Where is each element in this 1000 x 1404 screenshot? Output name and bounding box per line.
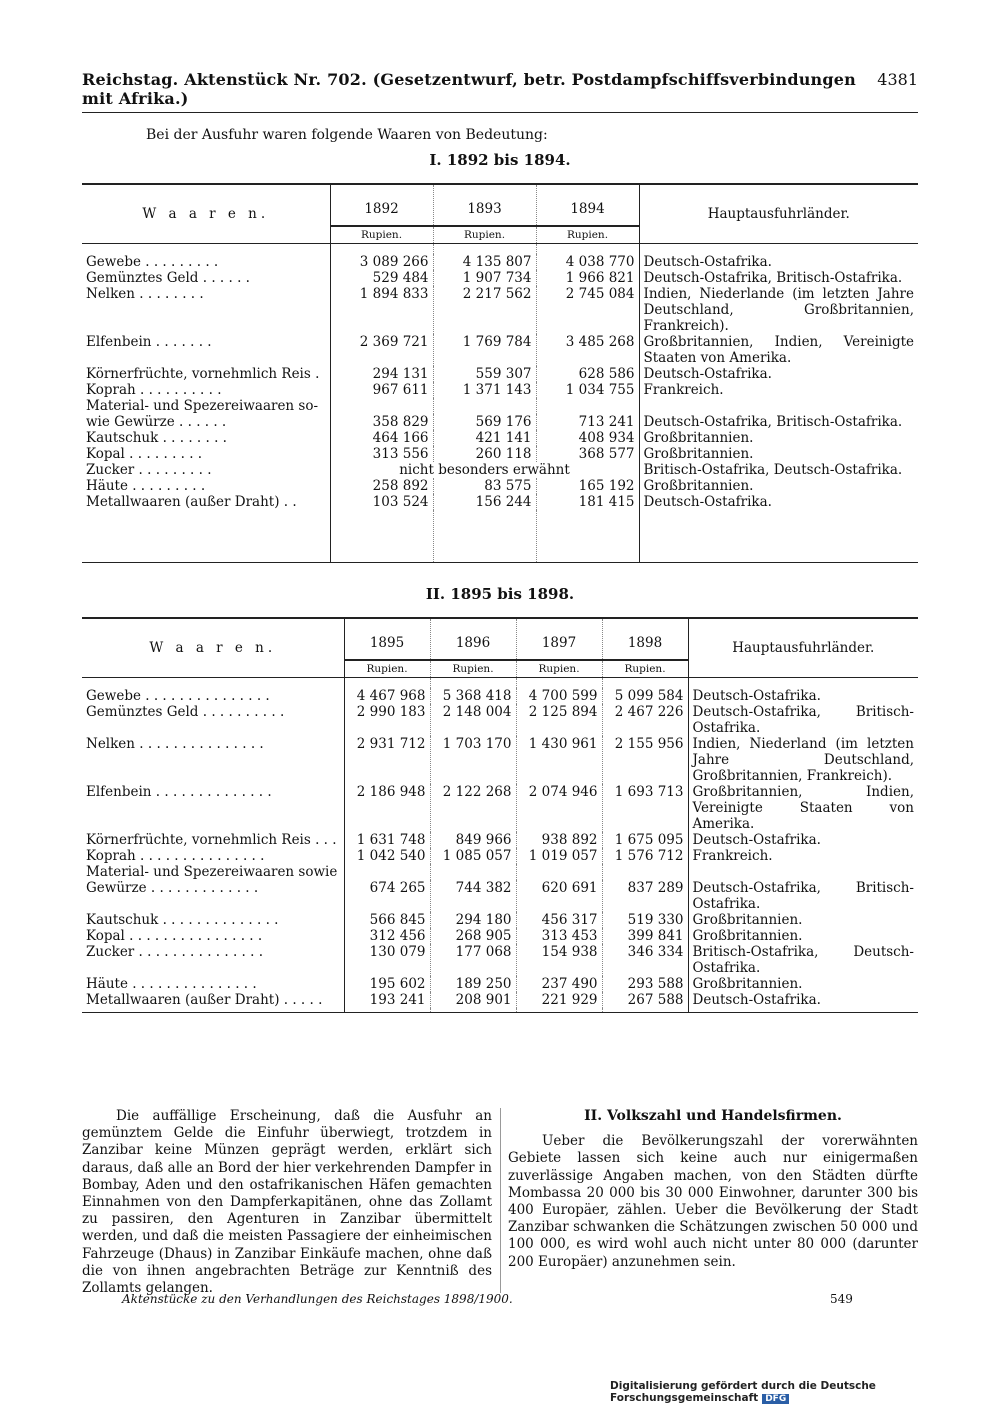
country-cell: Britisch-Ostafrika, Deutsch-Ostafrika.: [688, 944, 918, 976]
value-cell: 1 042 540: [344, 848, 430, 864]
value-cell: 5 099 584: [602, 688, 688, 704]
value-cell: 5 368 418: [430, 688, 516, 704]
table-row: [82, 944, 918, 976]
country-cell: Großbritannien.: [688, 912, 918, 928]
spacer-cell: [602, 678, 688, 689]
table-row: [82, 398, 918, 414]
value-cell: 2 467 226: [602, 704, 688, 736]
value-cell: [602, 864, 688, 880]
table-row: [82, 254, 918, 270]
value-cell: 3 089 266: [330, 254, 433, 270]
export-table-1892-1894: [82, 183, 918, 563]
value-cell: 294 131: [330, 366, 433, 382]
value-cell: 313 453: [516, 928, 602, 944]
value-cell: 1 576 712: [602, 848, 688, 864]
value-cell: 195 602: [344, 976, 430, 992]
spacer-cell: [639, 244, 918, 255]
value-cell: 221 929: [516, 992, 602, 1008]
running-header: [82, 70, 918, 113]
country-cell: Deutsch-Ostafrika, Britisch-Ostafrika.: [688, 880, 918, 912]
value-cell: 967 611: [330, 382, 433, 398]
value-cell: 2 931 712: [344, 736, 430, 784]
table-bottom-rule: [82, 563, 918, 564]
bottom-rule-cell: [82, 1013, 918, 1014]
value-cell: 1 371 143: [433, 382, 536, 398]
value-cell: 4 038 770: [536, 254, 639, 270]
value-cell: 628 586: [536, 366, 639, 382]
value-cell: 1 675 095: [602, 832, 688, 848]
table-row: [82, 736, 918, 784]
value-cell: 2 125 894: [516, 704, 602, 736]
value-cell: 2 369 721: [330, 334, 433, 366]
country-cell: Deutsch-Ostafrika.: [688, 832, 918, 848]
col-year: 1893: [433, 184, 536, 226]
value-cell: 569 176: [433, 414, 536, 430]
country-cell: Großbritannien.: [639, 446, 918, 462]
value-cell: 1 631 748: [344, 832, 430, 848]
country-cell: Deutsch-Ostafrika.: [639, 494, 918, 510]
value-cell: 2 122 268: [430, 784, 516, 832]
right-paragraph: Ueber die Bevölkerungszahl der vorerwähnten Gebiete lassen sich keine auch nur einigermaßen zuverlässige Angaben machen, von den Städten dürfte Mombassa 20 000 bis 30 000 Einwohner, darunter 300 bis 400 Europäer, zählen. Ueber die Bevölkerung der Stadt Zanzibar schwanken die Schätzungen zwischen 50 000 und 100 000, es wird wohl auch nicht unter 80 000 (darunter 200 Europäer) anzunehmen sein.: [508, 1133, 918, 1270]
value-cell: 268 905: [430, 928, 516, 944]
value-cell: 358 829: [330, 414, 433, 430]
value-cell: 237 490: [516, 976, 602, 992]
value-cell: 293 588: [602, 976, 688, 992]
value-cell: 1 769 784: [433, 334, 536, 366]
value-cell: 130 079: [344, 944, 430, 976]
row-label: Kautschuk . . . . . . . . . . . . . .: [82, 912, 344, 928]
spacer-cell: [330, 510, 433, 563]
value-cell: 189 250: [430, 976, 516, 992]
spacer-cell: [82, 510, 330, 563]
spacer-cell: [536, 244, 639, 255]
row-label: Gewebe . . . . . . . . .: [82, 254, 330, 270]
col-waaren: W a a r e n.: [82, 184, 330, 244]
row-label: Material- und Spezereiwaaren so-: [82, 398, 330, 414]
country-cell: Großbritannien, Indien, Vereinigte Staaten von Amerika.: [639, 334, 918, 366]
row-label: Metallwaaren (außer Draht) . . . . .: [82, 992, 344, 1008]
table-row: [82, 688, 918, 704]
value-cell: 1 693 713: [602, 784, 688, 832]
table-row: [82, 270, 918, 286]
row-label: Koprah . . . . . . . . . .: [82, 382, 330, 398]
spacer-row: [82, 244, 918, 255]
row-label: Nelken . . . . . . . . . . . . . . .: [82, 736, 344, 784]
spacer-cell: [536, 510, 639, 563]
value-cell: 2 155 956: [602, 736, 688, 784]
table-row: [82, 864, 918, 880]
spacer-row: [82, 510, 918, 563]
export-table-1895-1898: [82, 617, 918, 1013]
country-cell: Deutsch-Ostafrika, Britisch-Ostafrika.: [688, 704, 918, 736]
value-cell: 3 485 268: [536, 334, 639, 366]
value-cell: 408 934: [536, 430, 639, 446]
row-label: Nelken . . . . . . . .: [82, 286, 330, 334]
bottom-rule-cell: [82, 563, 918, 564]
spacer-cell: [82, 678, 344, 689]
table-bottom-rule: [82, 1013, 918, 1014]
table-row: [82, 494, 918, 510]
value-cell: 744 382: [430, 880, 516, 912]
country-cell: Deutsch-Ostafrika, Britisch-Ostafrika.: [639, 270, 918, 286]
table-row: [82, 430, 918, 446]
credit-text: Digitalisierung gefördert durch die Deutsche Forschungsgemeinschaft: [610, 1380, 876, 1404]
table-row: [82, 478, 918, 494]
value-cell: 1 430 961: [516, 736, 602, 784]
value-cell: 368 577: [536, 446, 639, 462]
value-cell: 312 456: [344, 928, 430, 944]
value-cell: 1 019 057: [516, 848, 602, 864]
value-cell: 181 415: [536, 494, 639, 510]
row-label: Häute . . . . . . . . . . . . . . .: [82, 976, 344, 992]
page: [82, 70, 918, 1013]
value-cell: 267 588: [602, 992, 688, 1008]
value-cell: 2 148 004: [430, 704, 516, 736]
value-cell: 1 894 833: [330, 286, 433, 334]
row-label: Gemünztes Geld . . . . . . . . . .: [82, 704, 344, 736]
table-row: [82, 366, 918, 382]
table-row: [82, 334, 918, 366]
value-cell: 103 524: [330, 494, 433, 510]
table1-heading: I. 1892 bis 1894.: [429, 151, 571, 169]
col-year: 1892: [330, 184, 433, 226]
left-paragraph: Die auffällige Erscheinung, daß die Ausfuhr an gemünztem Gelde die Einfuhr überwiegt, trotzdem in Zanzibar keine Münzen geprägt werden, erklärt sich daraus, daß alle an Bord der hier verkehrenden Dampfer in Bombay, Aden und den ostafrikanischen Häfen gemachten Einnahmen von den Dampferkapitänen, ohne das Zollamt zu passiren, den Agenturen in Zanzibar übermittelt werden, und daß die meisten Passagiere der einheimischen Fahrzeuge (Dhaus) in Zanzibar Einkäufe machen, ohne daß die von ihnen angebrachten Beträge zur Kenntniß des Zollamts gelangen.: [82, 1108, 492, 1297]
row-label: Koprah . . . . . . . . . . . . . . .: [82, 848, 344, 864]
col-year: 1895: [344, 618, 430, 660]
col-waaren: W a a r e n.: [82, 618, 344, 678]
table-row: [82, 704, 918, 736]
value-cell: 837 289: [602, 880, 688, 912]
value-cell: 674 265: [344, 880, 430, 912]
value-cell: 2 217 562: [433, 286, 536, 334]
table-row: [82, 414, 918, 430]
country-cell: Deutsch-Ostafrika.: [639, 254, 918, 270]
value-cell: 421 141: [433, 430, 536, 446]
country-cell: Britisch-Ostafrika, Deutsch-Ostafrika.: [639, 462, 918, 478]
country-cell: Frankreich.: [688, 848, 918, 864]
row-label: Gewebe . . . . . . . . . . . . . . .: [82, 688, 344, 704]
row-label: Zucker . . . . . . . . . . . . . . .: [82, 944, 344, 976]
value-cell: 83 575: [433, 478, 536, 494]
value-cell: 346 334: [602, 944, 688, 976]
row-label: Häute . . . . . . . . .: [82, 478, 330, 494]
col-unit: Rupien.: [344, 660, 430, 678]
text-columns: [82, 1108, 918, 1297]
country-cell: [639, 398, 918, 414]
left-column: [82, 1108, 492, 1297]
col-hauptausfuhrlaender: Hauptausfuhrländer.: [688, 618, 918, 678]
col-year: 1897: [516, 618, 602, 660]
value-cell: 193 241: [344, 992, 430, 1008]
country-cell: [688, 864, 918, 880]
value-cell: 177 068: [430, 944, 516, 976]
value-cell: [516, 864, 602, 880]
country-cell: Großbritannien.: [688, 928, 918, 944]
value-cell: [430, 864, 516, 880]
country-cell: Indien, Niederlande (im letzten Jahre Deutschland, Großbritannien, Frankreich).: [639, 286, 918, 334]
col-unit: Rupien.: [430, 660, 516, 678]
table-row: [82, 992, 918, 1008]
section-heading: II. Volkszahl und Handelsfirmen.: [584, 1108, 842, 1124]
table2-heading: II. 1895 bis 1898.: [425, 585, 575, 603]
value-cell: 620 691: [516, 880, 602, 912]
row-label: Elfenbein . . . . . . .: [82, 334, 330, 366]
value-cell: [433, 398, 536, 414]
col-year: 1898: [602, 618, 688, 660]
row-label: Elfenbein . . . . . . . . . . . . . .: [82, 784, 344, 832]
value-cell: [344, 864, 430, 880]
table-row: [82, 382, 918, 398]
table-row: [82, 286, 918, 334]
table-row: [82, 784, 918, 832]
value-cell: 529 484: [330, 270, 433, 286]
value-cell: 2 186 948: [344, 784, 430, 832]
col-unit: Rupien.: [516, 660, 602, 678]
col-unit: Rupien.: [433, 226, 536, 244]
footer-page-number: 549: [830, 1292, 853, 1306]
value-cell: 2 990 183: [344, 704, 430, 736]
row-label: Zucker . . . . . . . . .: [82, 462, 330, 478]
row-label: Kautschuk . . . . . . . .: [82, 430, 330, 446]
value-cell: 1 703 170: [430, 736, 516, 784]
dfg-logo: DFG: [762, 1394, 789, 1404]
col-unit: Rupien.: [602, 660, 688, 678]
value-cell: [330, 398, 433, 414]
row-label: Körnerfrüchte, vornehmlich Reis . . .: [82, 832, 344, 848]
country-cell: Indien, Niederland (im letzten Jahre Deutschland, Großbritannien, Frankreich).: [688, 736, 918, 784]
value-cell: 1 966 821: [536, 270, 639, 286]
value-cell: [536, 398, 639, 414]
value-cell: 849 966: [430, 832, 516, 848]
country-cell: Großbritannien.: [639, 430, 918, 446]
value-cell: 4 135 807: [433, 254, 536, 270]
value-cell: 208 901: [430, 992, 516, 1008]
value-cell: 258 892: [330, 478, 433, 494]
country-cell: Deutsch-Ostafrika.: [688, 688, 918, 704]
value-cell: 566 845: [344, 912, 430, 928]
value-cell: 2 074 946: [516, 784, 602, 832]
value-cell: 559 307: [433, 366, 536, 382]
country-cell: Deutsch-Ostafrika.: [639, 366, 918, 382]
spacer-cell: [344, 678, 430, 689]
row-label: Kopal . . . . . . . . .: [82, 446, 330, 462]
right-column: [508, 1108, 918, 1297]
value-cell: 1 085 057: [430, 848, 516, 864]
table-row: [82, 912, 918, 928]
col-unit: Rupien.: [330, 226, 433, 244]
header-title: Reichstag. Aktenstück Nr. 702. (Gesetzentwurf, betr. Postdampfschiffsverbindungen mit Afrika.): [82, 70, 856, 108]
table-row: [82, 832, 918, 848]
table-row: [82, 976, 918, 992]
col-year: 1896: [430, 618, 516, 660]
table-row: [82, 462, 918, 478]
row-label: wie Gewürze . . . . . .: [82, 414, 330, 430]
spacer-row: [82, 678, 918, 689]
row-label: Gemünztes Geld . . . . . .: [82, 270, 330, 286]
value-cell: 399 841: [602, 928, 688, 944]
country-cell: Deutsch-Ostafrika.: [688, 992, 918, 1008]
table-row: [82, 446, 918, 462]
value-cell: 156 244: [433, 494, 536, 510]
value-cell: 519 330: [602, 912, 688, 928]
value-cell: 464 166: [330, 430, 433, 446]
row-label: Körnerfrüchte, vornehmlich Reis .: [82, 366, 330, 382]
value-cell: 1 034 755: [536, 382, 639, 398]
spacer-cell: [433, 244, 536, 255]
spacer-cell: [82, 244, 330, 255]
row-note: nicht besonders erwähnt: [399, 462, 570, 478]
value-cell: 456 317: [516, 912, 602, 928]
table-row: [82, 928, 918, 944]
col-hauptausfuhrlaender: Hauptausfuhrländer.: [639, 184, 918, 244]
value-cell: 313 556: [330, 446, 433, 462]
footer-left: Aktenstücke zu den Verhandlungen des Reichstages 1898/1900.: [122, 1292, 513, 1306]
spacer-cell: [639, 510, 918, 563]
table-row: [82, 848, 918, 864]
value-cell: 4 700 599: [516, 688, 602, 704]
spacer-cell: [516, 678, 602, 689]
intro-text: Bei der Ausfuhr waren folgende Waaren von Bedeutung:: [146, 127, 548, 143]
value-cell: 154 938: [516, 944, 602, 976]
row-label: Material- und Spezereiwaaren sowie: [82, 864, 344, 880]
country-cell: Deutsch-Ostafrika, Britisch-Ostafrika.: [639, 414, 918, 430]
row-label: Gewürze . . . . . . . . . . . . .: [82, 880, 344, 912]
spacer-cell: [330, 244, 433, 255]
value-cell: 4 467 968: [344, 688, 430, 704]
row-label: Metallwaaren (außer Draht) . .: [82, 494, 330, 510]
value-cell: 294 180: [430, 912, 516, 928]
country-cell: Frankreich.: [639, 382, 918, 398]
col-unit: Rupien.: [536, 226, 639, 244]
page-number: 4381: [877, 70, 918, 89]
table-row: [82, 880, 918, 912]
value-cell: 713 241: [536, 414, 639, 430]
country-cell: Großbritannien.: [688, 976, 918, 992]
country-cell: Großbritannien, Indien, Vereinigte Staaten von Amerika.: [688, 784, 918, 832]
spacer-cell: [430, 678, 516, 689]
value-cell: 1 907 734: [433, 270, 536, 286]
value-cell: 938 892: [516, 832, 602, 848]
spacer-cell: [433, 510, 536, 563]
digitization-credit: [610, 1380, 1000, 1404]
value-cell: 260 118: [433, 446, 536, 462]
country-cell: Großbritannien.: [639, 478, 918, 494]
value-cell: 165 192: [536, 478, 639, 494]
col-year: 1894: [536, 184, 639, 226]
value-cell: 2 745 084: [536, 286, 639, 334]
row-label: Kopal . . . . . . . . . . . . . . . .: [82, 928, 344, 944]
spacer-cell: [688, 678, 918, 689]
